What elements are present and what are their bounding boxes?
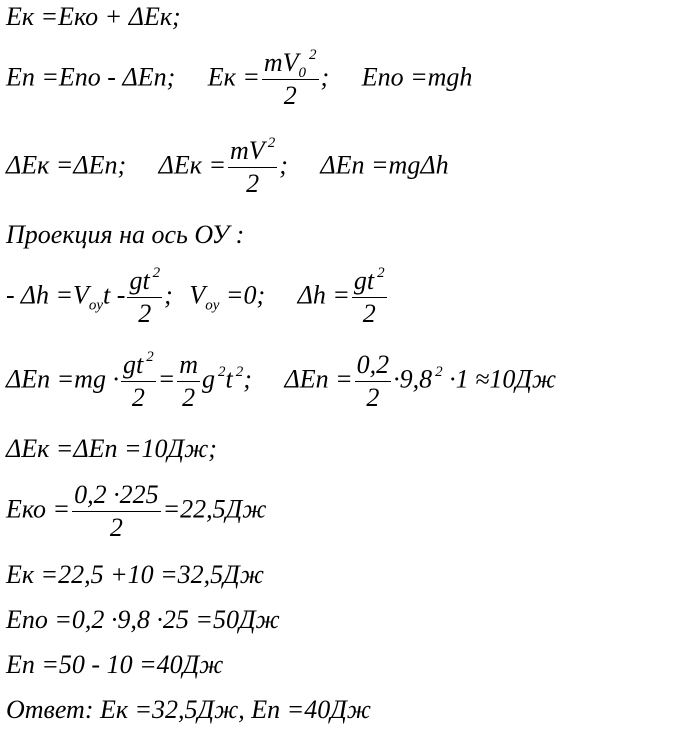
equation-line-3 bbox=[6, 135, 449, 198]
projection-heading: Проекция на ось ОУ : bbox=[6, 220, 245, 249]
superscript: 2 bbox=[267, 135, 276, 152]
fraction-numerator: 0,2 ·225 bbox=[72, 482, 161, 512]
semicolon: ; bbox=[164, 280, 173, 310]
delta-h-fraction bbox=[352, 265, 387, 328]
semicolon: ; bbox=[243, 364, 252, 394]
energy-delta-equality: ΔEк =ΔEп; bbox=[6, 150, 127, 180]
delta-kinetic-label: ΔEк = bbox=[158, 150, 227, 180]
semicolon: ; bbox=[279, 150, 288, 180]
fraction-denominator: 2 bbox=[362, 299, 376, 328]
gravity-fraction bbox=[121, 349, 156, 412]
fraction-numerator: mV bbox=[230, 136, 265, 165]
fraction-denominator: 2 bbox=[131, 383, 145, 412]
equation-line-9 bbox=[6, 562, 264, 588]
equation-line-1 bbox=[6, 4, 181, 30]
equation-line-7 bbox=[6, 436, 217, 462]
superscript: 2 bbox=[435, 363, 443, 380]
subscript: oy bbox=[205, 297, 220, 314]
fraction-denominator: 2 bbox=[283, 81, 297, 110]
superscript: 2 bbox=[309, 47, 317, 64]
final-potential-energy: Eп =50 - 10 =40Дж bbox=[6, 650, 224, 679]
kinetic-energy-label: Eк = bbox=[207, 62, 260, 92]
superscript: 2 bbox=[235, 363, 244, 380]
initial-velocity-value: =0; bbox=[219, 280, 266, 310]
answer-line bbox=[6, 697, 371, 723]
potential-energy-formula: Eпо =mgh bbox=[361, 62, 473, 92]
semicolon: ; bbox=[320, 62, 330, 92]
answer-label: Ответ bbox=[6, 695, 85, 724]
initial-kinetic-label: Eко = bbox=[6, 494, 71, 524]
final-kinetic-energy: Eк =22,5 +10 =32,5Дж bbox=[6, 560, 264, 589]
delta-h-label: Δh = bbox=[297, 280, 350, 310]
superscript: 2 bbox=[377, 265, 385, 282]
fraction-denominator: 2 bbox=[246, 169, 260, 198]
gravity-fraction bbox=[127, 265, 162, 328]
answer-values: : Eк =32,5Дж, Eп =40Дж bbox=[84, 695, 371, 724]
numeric-result: ·1 ≈10Дж bbox=[442, 364, 557, 394]
fraction-numerator: gt bbox=[353, 266, 375, 295]
fraction-numerator: gt bbox=[129, 266, 150, 295]
equation-line-4 bbox=[6, 222, 244, 248]
energy-delta-result: ΔEк =ΔEп =10Дж; bbox=[6, 434, 217, 463]
equation-line-11 bbox=[6, 652, 223, 678]
equals-sign: = bbox=[157, 364, 176, 394]
initial-kinetic-fraction bbox=[72, 482, 161, 541]
fraction-denominator: 2 bbox=[109, 513, 123, 542]
delta-potential-label: ΔEп = bbox=[284, 364, 353, 394]
fraction-numerator: 0,2 bbox=[355, 352, 392, 382]
fraction-denominator: 2 bbox=[366, 383, 380, 412]
gravity-term: g bbox=[202, 364, 216, 394]
superscript: 2 bbox=[218, 363, 226, 380]
delta-h-expression: - Δh =V bbox=[6, 280, 89, 310]
equation-line-10 bbox=[6, 607, 280, 633]
initial-velocity-label: V bbox=[189, 280, 206, 310]
equation-line-5 bbox=[6, 265, 389, 328]
time-term: t bbox=[225, 364, 233, 394]
delta-h-expression-cont: t - bbox=[103, 280, 126, 310]
subscript: oy bbox=[88, 297, 104, 314]
numeric-fraction bbox=[355, 352, 392, 411]
numeric-factor: ·9,8 bbox=[393, 364, 433, 394]
mass-fraction bbox=[177, 352, 200, 411]
energy-conservation-potential: Eп =Eпо - ΔEп; bbox=[6, 62, 176, 92]
equation-line-8 bbox=[6, 482, 266, 541]
delta-potential-expression: ΔEп =mg · bbox=[6, 364, 119, 394]
kinetic-energy-fraction bbox=[262, 47, 319, 110]
fraction-denominator: 2 bbox=[138, 299, 152, 328]
delta-potential-formula: ΔEп =mgΔh bbox=[320, 150, 449, 180]
delta-kinetic-fraction bbox=[228, 135, 277, 198]
fraction-denominator: 2 bbox=[182, 383, 196, 412]
fraction-numerator: mV bbox=[263, 48, 299, 77]
initial-potential-energy: Eпо =0,2 ·9,8 ·25 =50Дж bbox=[6, 605, 280, 634]
equation-line-6 bbox=[6, 349, 557, 412]
energy-conservation-kinetic: Eк =Eко + ΔEк; bbox=[6, 2, 181, 31]
fraction-numerator: gt bbox=[122, 350, 144, 379]
fraction-numerator: m bbox=[177, 352, 200, 382]
superscript: 2 bbox=[152, 265, 161, 282]
subscript: 0 bbox=[298, 65, 307, 82]
initial-kinetic-result: =22,5Дж bbox=[162, 494, 267, 524]
equation-line-2 bbox=[6, 47, 473, 110]
superscript: 2 bbox=[146, 349, 154, 366]
